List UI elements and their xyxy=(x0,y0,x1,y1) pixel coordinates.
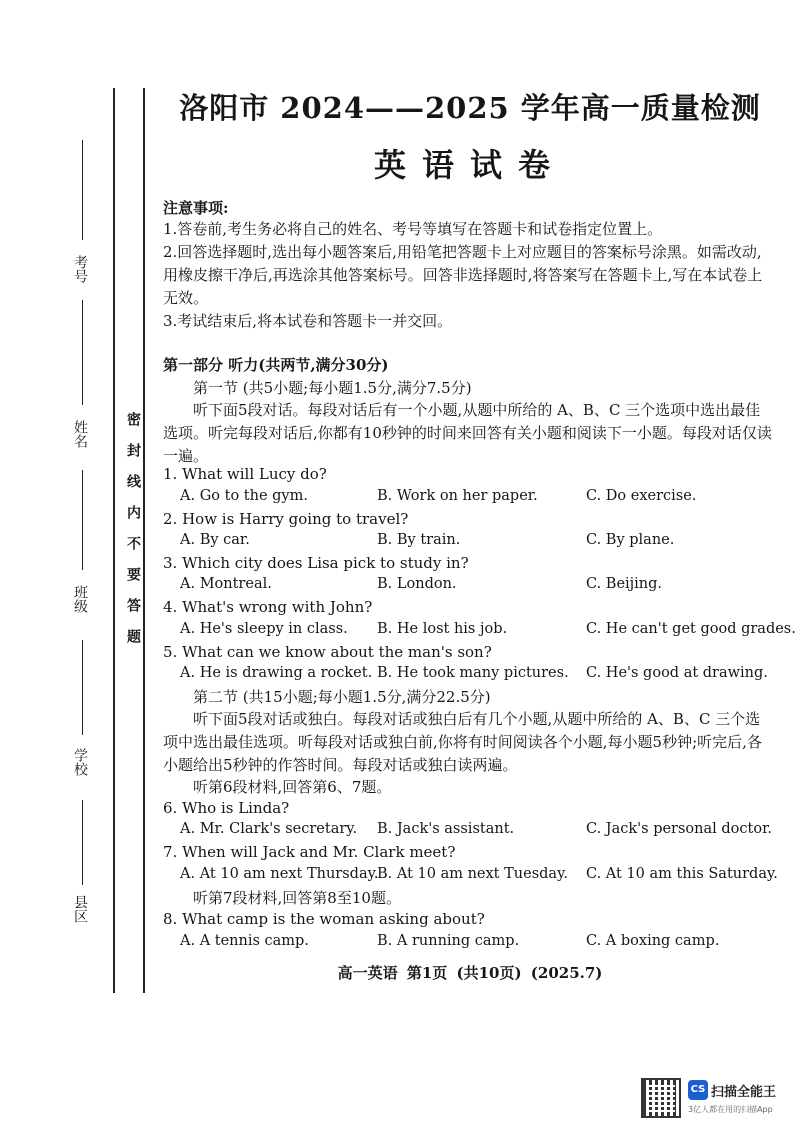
q6-option-a[interactable]: A. Mr. Clark's secretary. xyxy=(180,821,358,837)
q4-option-c[interactable]: C. He can't get good grades. xyxy=(586,621,796,637)
field-line-name[interactable] xyxy=(82,300,83,405)
binding-line-outer xyxy=(113,88,115,993)
note-2: 2.回答选择题时,选出每小题答案后,用铅笔把答题卡上对应题目的答案标号涂黑。如需改动,用橡皮擦干净后,再选涂其他答案标号。回答非选择题时,将答案写在答题卡上,写在本试卷上无效。 xyxy=(163,243,763,307)
qr-code-icon[interactable] xyxy=(641,1078,681,1118)
question-7: 7. When will Jack and Mr. Clark meet? xyxy=(163,843,456,861)
question-1: 1. What will Lucy do? xyxy=(163,465,327,483)
q3-option-b[interactable]: B. London. xyxy=(377,576,457,592)
q7-option-c[interactable]: C. At 10 am this Saturday. xyxy=(586,866,778,882)
q8-option-a[interactable]: A. A tennis camp. xyxy=(180,933,309,949)
q1-option-c[interactable]: C. Do exercise. xyxy=(586,488,697,504)
section1-instructions: 听下面5段对话。每段对话后有一个小题,从题中所给的 A、B、C 三个选项中选出最佳选项。听完每段对话后,你都有10秒钟的时间来回答有关小题和阅读下一小题。每段对话仅读一遍。 xyxy=(163,401,772,465)
page-footer: 高一英语 第1页 (共10页) (2025.7) xyxy=(337,964,603,982)
q7-option-a[interactable]: A. At 10 am next Thursday. xyxy=(180,866,379,882)
q2-option-a[interactable]: A. By car. xyxy=(180,532,250,548)
field-line-district[interactable] xyxy=(82,800,83,885)
section1-heading: 第一节 (共5小题;每小题1.5分,满分7.5分) xyxy=(193,379,472,397)
question-4: 4. What's wrong with John? xyxy=(163,598,373,616)
q5-option-c[interactable]: C. He's good at drawing. xyxy=(586,665,768,681)
material-7-note: 听第7段材料,回答第8至10题。 xyxy=(193,889,401,907)
q3-option-c[interactable]: C. Beijing. xyxy=(586,576,663,592)
field-label-exam-number: 考号 xyxy=(72,255,88,283)
note-3: 3.考试结束后,将本试卷和答题卡一并交回。 xyxy=(163,312,453,330)
question-2: 2. How is Harry going to travel? xyxy=(163,510,409,528)
note-1: 1.答卷前,考生务必将自己的姓名、考号等填写在答题卡和试卷指定位置上。 xyxy=(163,220,663,238)
field-label-class: 班级 xyxy=(72,585,88,613)
scanner-tagline: 3亿人都在用的扫描App xyxy=(688,1105,773,1114)
field-label-name: 姓名 xyxy=(72,420,88,448)
camscanner-logo-icon: CS xyxy=(688,1080,708,1100)
scanner-app-name: 扫描全能王 xyxy=(711,1085,777,1100)
sealed-line-notice: 密封线内不要答题 xyxy=(125,412,141,660)
q6-option-c[interactable]: C. Jack's personal doctor. xyxy=(586,821,773,837)
question-8: 8. What camp is the woman asking about? xyxy=(163,910,485,928)
q5-option-a[interactable]: A. He is drawing a rocket. xyxy=(180,665,373,681)
exam-title: 洛阳市 2024——2025 学年高一质量检测 xyxy=(179,91,761,125)
question-3: 3. Which city does Lisa pick to study in? xyxy=(163,554,469,572)
section2-instructions: 听下面5段对话或独白。每段对话或独白后有几个小题,从题中所给的 A、B、C 三个选项中选出最佳选项。听每段对话或独白前,你将有时间阅读各个小题,每小题5秒钟;听完后,各小题给出5秒钟的作答时间。每段对话或独白读两遍。 xyxy=(163,710,762,774)
field-label-district: 县区 xyxy=(72,895,88,923)
q5-option-b[interactable]: B. He took many pictures. xyxy=(377,665,569,681)
field-label-school: 学校 xyxy=(72,748,88,776)
field-line-class[interactable] xyxy=(82,470,83,570)
question-6: 6. Who is Linda? xyxy=(163,799,290,817)
q7-option-b[interactable]: B. At 10 am next Tuesday. xyxy=(377,866,568,882)
binding-line-inner xyxy=(143,88,145,993)
q2-option-c[interactable]: C. By plane. xyxy=(586,532,675,548)
q2-option-b[interactable]: B. By train. xyxy=(377,532,461,548)
question-5: 5. What can we know about the man's son? xyxy=(163,643,492,661)
q8-option-c[interactable]: C. A boxing camp. xyxy=(586,933,720,949)
field-line-school[interactable] xyxy=(82,640,83,735)
exam-subtitle: 英语试卷 xyxy=(373,146,566,184)
q8-option-b[interactable]: B. A running camp. xyxy=(377,933,520,949)
section2-heading: 第二节 (共15小题;每小题1.5分,满分22.5分) xyxy=(193,688,491,706)
q4-option-a[interactable]: A. He's sleepy in class. xyxy=(180,621,348,637)
q1-option-b[interactable]: B. Work on her paper. xyxy=(377,488,538,504)
q6-option-b[interactable]: B. Jack's assistant. xyxy=(377,821,515,837)
part1-heading: 第一部分 听力(共两节,满分30分) xyxy=(163,356,389,374)
notes-heading: 注意事项: xyxy=(163,199,229,217)
q4-option-b[interactable]: B. He lost his job. xyxy=(377,621,508,637)
q3-option-a[interactable]: A. Montreal. xyxy=(180,576,272,592)
q1-option-a[interactable]: A. Go to the gym. xyxy=(180,488,308,504)
material-6-note: 听第6段材料,回答第6、7题。 xyxy=(193,778,392,796)
